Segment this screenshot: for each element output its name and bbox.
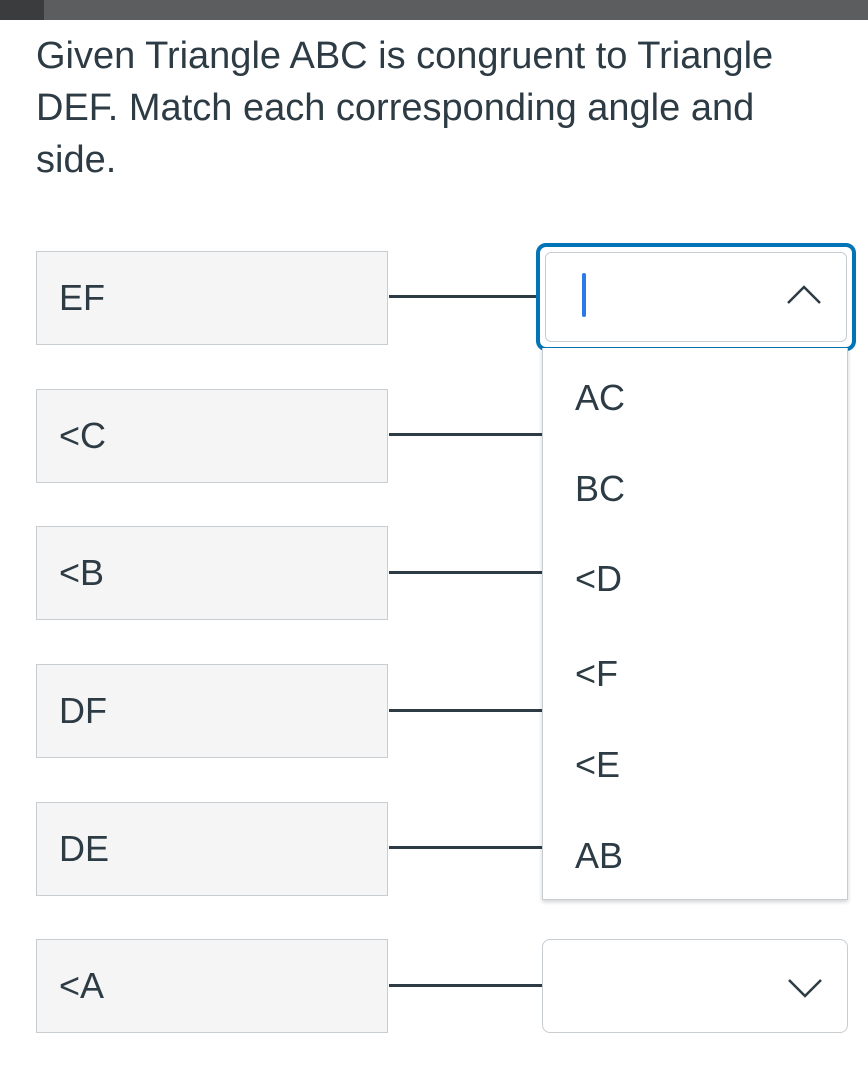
prompt-box: DE [36, 802, 388, 896]
connector-line [389, 984, 542, 987]
connector-line [389, 295, 542, 298]
top-bar-accent [0, 0, 44, 20]
connector-line [389, 433, 542, 436]
prompt-box: EF [36, 251, 388, 345]
prompt-box: <A [36, 939, 388, 1033]
connector-line [389, 709, 542, 712]
answer-select[interactable] [542, 939, 848, 1033]
dropdown-listbox [542, 348, 848, 900]
dropdown-option[interactable]: <F [575, 653, 619, 694]
connector-line [389, 846, 542, 849]
dropdown-option[interactable]: <E [575, 744, 621, 785]
prompt-box: <C [36, 389, 388, 483]
text-caret [582, 273, 586, 317]
chevron-down-icon[interactable] [785, 976, 825, 1000]
prompt-box: <B [36, 526, 388, 620]
chevron-up-icon[interactable] [784, 283, 824, 307]
connector-line [389, 571, 542, 574]
answer-select-focused[interactable] [536, 243, 856, 351]
dropdown-option[interactable]: <D [575, 558, 623, 599]
top-bar [0, 0, 868, 20]
dropdown-option[interactable]: AB [575, 835, 624, 876]
dropdown-option[interactable]: AC [575, 377, 626, 418]
question-text: Given Triangle ABC is congruent to Triangle DEF. Match each corresponding angle and side. [36, 35, 774, 181]
prompt-box: DF [36, 664, 388, 758]
select-field[interactable] [545, 252, 847, 342]
dropdown-option[interactable]: BC [575, 468, 626, 509]
